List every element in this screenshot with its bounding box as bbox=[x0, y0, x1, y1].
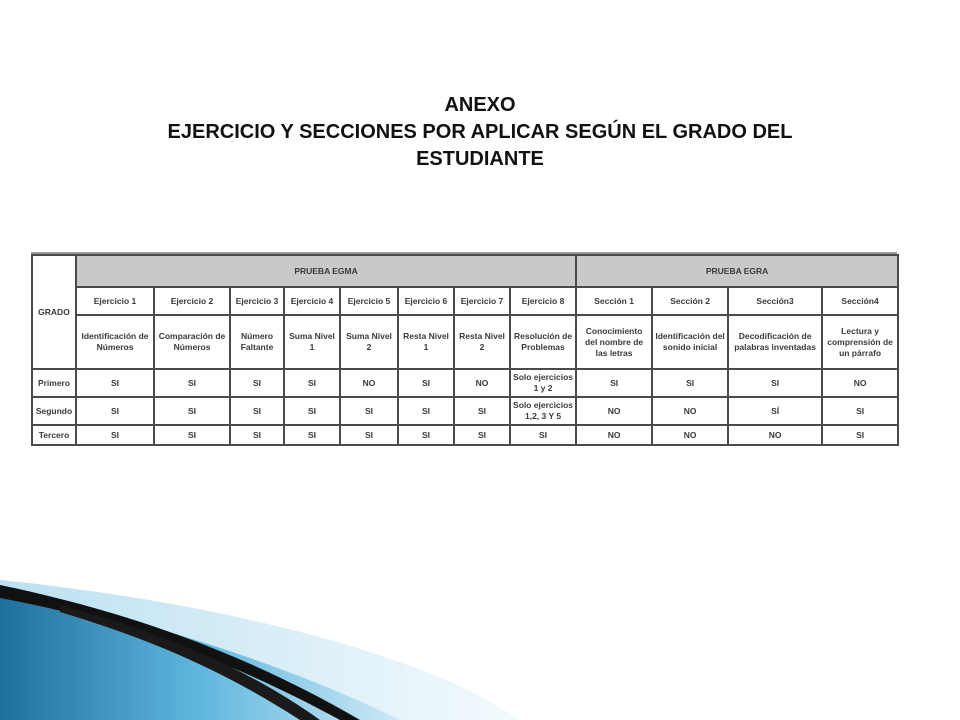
table-cell: SI bbox=[284, 397, 340, 425]
exercise-header: Ejercicio 4 bbox=[284, 287, 340, 315]
egma-group-header: PRUEBA EGMA bbox=[76, 255, 576, 287]
section-header: Sección 1 bbox=[576, 287, 652, 315]
exercise-header: Ejercicio 1 bbox=[76, 287, 154, 315]
table-row bbox=[32, 397, 898, 425]
description-cell: Conocimiento del nombre de las letras bbox=[576, 315, 652, 369]
table-cell: SI bbox=[454, 397, 510, 425]
description-cell: Resolución de Problemas bbox=[510, 315, 576, 369]
description-cell: Comparación de Números bbox=[154, 315, 230, 369]
row-label: Primero bbox=[32, 369, 76, 397]
description-cell: Resta Nivel 1 bbox=[398, 315, 454, 369]
table-cell: SI bbox=[822, 397, 898, 425]
table-cell: NO bbox=[576, 397, 652, 425]
title-line-1: ANEXO bbox=[444, 94, 516, 116]
document-title bbox=[0, 92, 960, 173]
table-cell: SI bbox=[398, 397, 454, 425]
exercise-header: Ejercicio 5 bbox=[340, 287, 398, 315]
table-cell: NO bbox=[454, 369, 510, 397]
egra-group-header: PRUEBA EGRA bbox=[576, 255, 898, 287]
description-cell: Identificación de Números bbox=[76, 315, 154, 369]
table-cell: SI bbox=[230, 369, 284, 397]
exercise-header: Ejercicio 2 bbox=[154, 287, 230, 315]
table-cell: SI bbox=[340, 397, 398, 425]
description-cell: Resta Nivel 2 bbox=[454, 315, 510, 369]
table-cell: SI bbox=[154, 369, 230, 397]
description-cell: Lectura y comprensión de un párrafo bbox=[822, 315, 898, 369]
exercise-header: Ejercicio 8 bbox=[510, 287, 576, 315]
annex-table bbox=[31, 254, 899, 446]
table-cell: Solo ejercicios 1,2, 3 Y 5 bbox=[510, 397, 576, 425]
corner-wave-decoration bbox=[0, 560, 960, 720]
exercise-header: Ejercicio 7 bbox=[454, 287, 510, 315]
table-cell: Solo ejercicios 1 y 2 bbox=[510, 369, 576, 397]
table-cell: SI bbox=[76, 425, 154, 445]
table-cell: SI bbox=[454, 425, 510, 445]
row-label: Tercero bbox=[32, 425, 76, 445]
table-cell: SI bbox=[398, 425, 454, 445]
table-cell: NO bbox=[652, 397, 728, 425]
description-cell: Suma Nivel 2 bbox=[340, 315, 398, 369]
table-cell: NO bbox=[576, 425, 652, 445]
table-cell: SI bbox=[576, 369, 652, 397]
table-cell: SI bbox=[340, 425, 398, 445]
row-label: Segundo bbox=[32, 397, 76, 425]
exercise-header: Ejercicio 3 bbox=[230, 287, 284, 315]
table-cell: SÍ bbox=[728, 397, 822, 425]
table-cell: NO bbox=[822, 369, 898, 397]
table-cell: SI bbox=[230, 397, 284, 425]
title-line-3: ESTUDIANTE bbox=[416, 148, 544, 170]
annex-table-image bbox=[31, 252, 897, 476]
table-cell: SI bbox=[284, 369, 340, 397]
table-cell: NO bbox=[340, 369, 398, 397]
table-cell: SI bbox=[230, 425, 284, 445]
description-cell: Suma Nivel 1 bbox=[284, 315, 340, 369]
table-cell: SI bbox=[76, 397, 154, 425]
section-header: Sección3 bbox=[728, 287, 822, 315]
description-cell: Número Faltante bbox=[230, 315, 284, 369]
table-cell: NO bbox=[728, 425, 822, 445]
table-cell: SI bbox=[822, 425, 898, 445]
table-cell: SI bbox=[284, 425, 340, 445]
description-cell: Decodificación de palabras inventadas bbox=[728, 315, 822, 369]
title-line-2: EJERCICIO Y SECCIONES POR APLICAR SEGÚN EL GRADO DEL bbox=[167, 121, 793, 143]
table-cell: SI bbox=[154, 397, 230, 425]
table-cell: SI bbox=[76, 369, 154, 397]
table-row bbox=[32, 425, 898, 445]
table-cell: SI bbox=[154, 425, 230, 445]
table-cell: SI bbox=[510, 425, 576, 445]
table-row bbox=[32, 369, 898, 397]
table-cell: SI bbox=[728, 369, 822, 397]
exercise-header: Ejercicio 6 bbox=[398, 287, 454, 315]
section-header: Sección 2 bbox=[652, 287, 728, 315]
table-cell: SI bbox=[398, 369, 454, 397]
table-cell: SI bbox=[652, 369, 728, 397]
table-cell: NO bbox=[652, 425, 728, 445]
section-header: Sección4 bbox=[822, 287, 898, 315]
grado-header: GRADO bbox=[32, 255, 76, 369]
description-cell: Identificación del sonido inicial bbox=[652, 315, 728, 369]
